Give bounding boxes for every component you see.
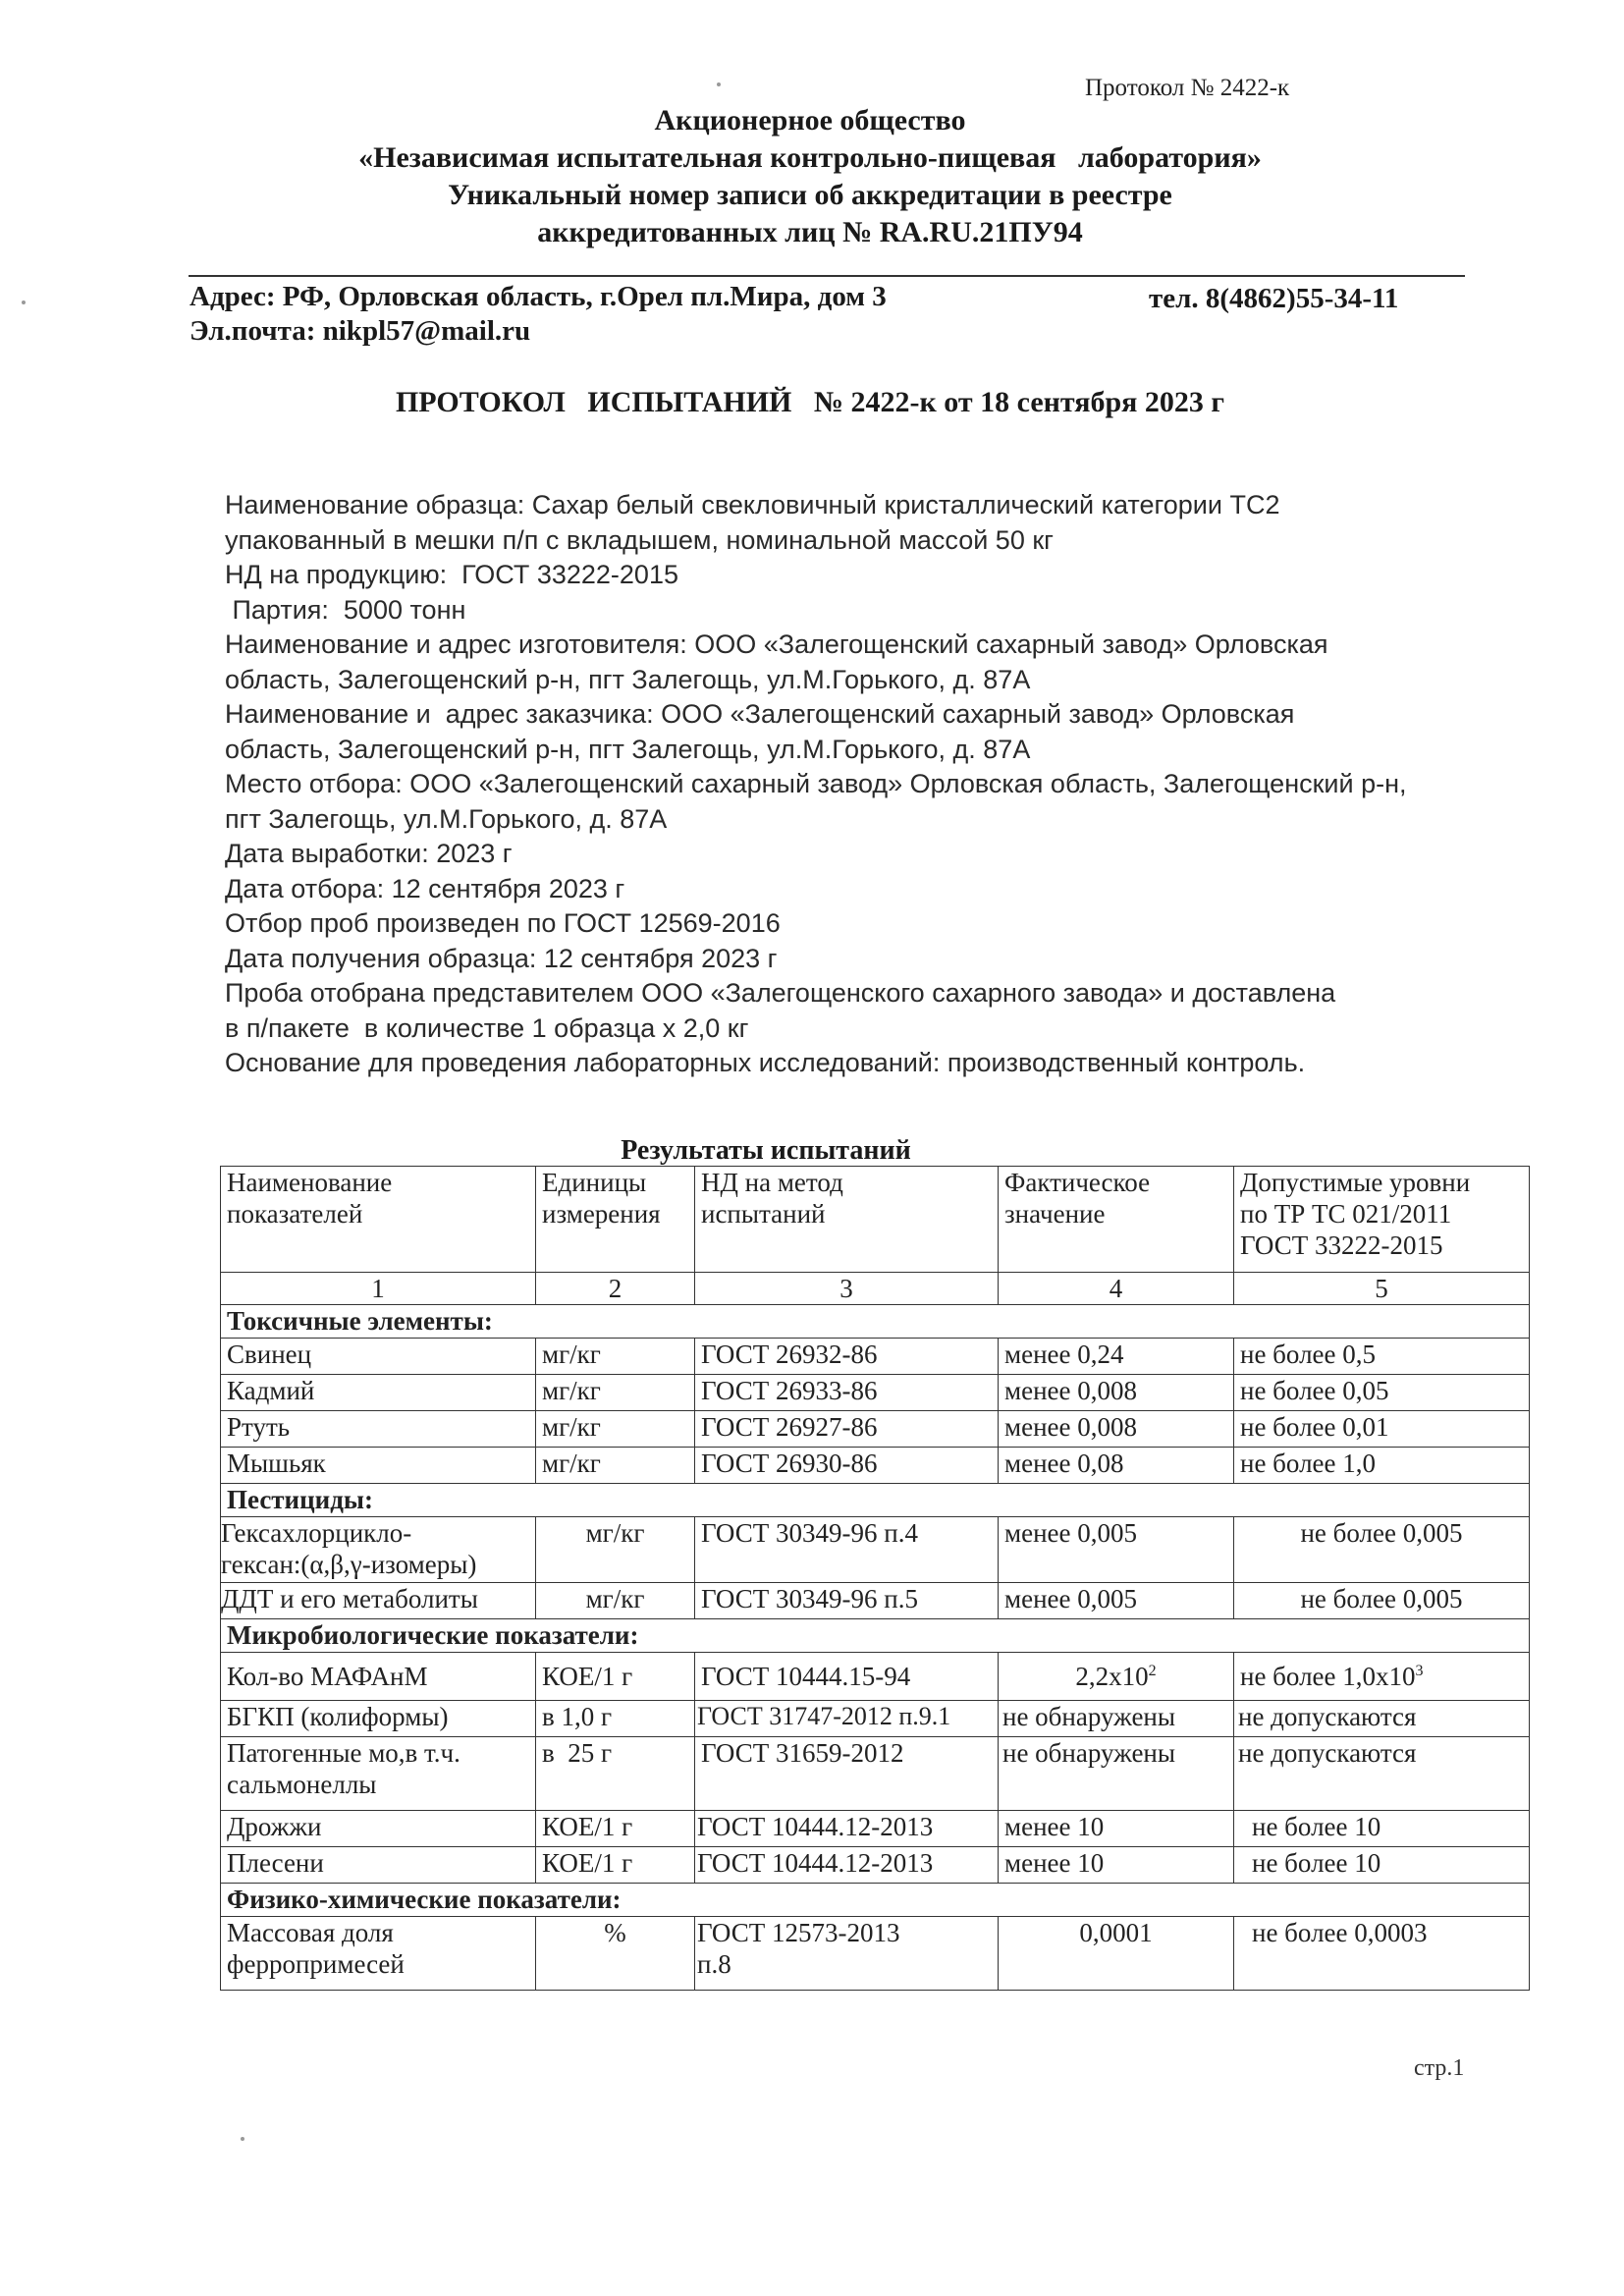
info-line: Наименование образца: Сахар белый свекловичный кристаллический категории ТС2 [225, 490, 1280, 519]
info-line: Дата получения образца: 12 сентября 2023 г [225, 943, 778, 973]
table-row: Гексахлорцикло- гексан:(α,β,γ-изомеры) мг/кг ГОСТ 30349-96 п.4 менее 0,005 не более 0,005 [221, 1517, 1530, 1583]
results-title: Результаты испытаний [621, 1135, 911, 1166]
column-number: 3 [695, 1273, 999, 1305]
table-row: Мышьяк мг/кг ГОСТ 26930-86 менее 0,08 не более 1,0 [221, 1448, 1530, 1484]
table-row: Кол-во МАФАнМ КОЕ/1 г ГОСТ 10444.15-94 $2,2х10^2$ не более $1,0х10^3$ [221, 1653, 1530, 1701]
info-line: пгт Залегощь, ул.М.Горького, д. 87А [225, 803, 668, 834]
section-title: Токсичные элементы: [221, 1305, 1530, 1339]
org-line: Акционерное общество [654, 104, 966, 137]
info-line: НД на продукцию: ГОСТ 33222-2015 [225, 560, 678, 589]
info-line: упакованный в мешки п/п с вкладышем, номинальной массой 50 кг [225, 524, 1055, 555]
header-divider [189, 275, 1465, 277]
column-number-row [221, 1273, 1530, 1305]
info-line: Партия: 5000 тонн [225, 594, 466, 625]
header-cell: НД на метод испытаний [695, 1167, 999, 1273]
section-row [221, 1619, 1530, 1653]
info-line: область, Залегощенский р-н, пгт Залегощь, ул.М.Горького, д. 87А [225, 664, 1031, 694]
table-row: Дрожжи КОЕ/1 г ГОСТ 10444.12-2013 менее 10 не более 10 [221, 1811, 1530, 1847]
org-line: «Независимая испытательная контрольно-пищевая лаборатория» [358, 141, 1262, 174]
section-row [221, 1884, 1530, 1917]
scan-speck [22, 301, 26, 304]
section-row [221, 1484, 1530, 1517]
info-line: Основание для проведения лабораторных исследований: производственный контроль. [225, 1048, 1306, 1077]
table-row: Патогенные мо,в т.ч. сальмонеллы в 25 г ГОСТ 31659-2012 не обнаружены не допускаются [221, 1737, 1530, 1811]
column-number: 5 [1234, 1273, 1530, 1305]
document-title: ПРОТОКОЛ ИСПЫТАНИЙ № 2422-к от 18 сентября 2023 г [395, 386, 1225, 418]
info-line: Наименование и адрес заказчика: ООО «Залегощенский сахарный завод» Орловская [225, 699, 1295, 729]
info-line: в п/пакете в количестве 1 образца х 2,0 кг [225, 1012, 749, 1043]
table-row: ДДТ и его метаболиты мг/кг ГОСТ 30349-96 п.5 менее 0,005 не более 0,005 [221, 1583, 1530, 1619]
section-title: Микробиологические показатели: [221, 1619, 1530, 1653]
info-line: Проба отобрана представителем ООО «Залегощенского сахарного завода» и доставлена [225, 978, 1336, 1008]
table-row: БГКП (колиформы) в 1,0 г ГОСТ 31747-2012 п.9.1 не обнаружены не допускаются [221, 1701, 1530, 1737]
info-line: Дата выработки: 2023 г [225, 839, 513, 868]
header-cell: Единицы измерения [536, 1167, 695, 1273]
info-line: область, Залегощенский р-н, пгт Залегощь, ул.М.Горького, д. 87А [225, 734, 1031, 764]
scan-speck [717, 82, 721, 86]
protocol-ref: Протокол № 2422-к [1085, 75, 1290, 101]
info-line: Дата отбора: 12 сентября 2023 г [225, 873, 625, 903]
section-row [221, 1305, 1530, 1339]
results-table [220, 1166, 1530, 1991]
header-cell: Наименование показателей [221, 1167, 536, 1273]
page-number: стр.1 [1414, 2055, 1465, 2081]
info-line: Место отбора: ООО «Залегощенский сахарный завод» Орловская область, Залегощенский р-н, [225, 769, 1407, 798]
table-row: Ртуть мг/кг ГОСТ 26927-86 менее 0,008 не более 0,01 [221, 1411, 1530, 1448]
table-row: Кадмий мг/кг ГОСТ 26933-86 менее 0,008 не более 0,05 [221, 1375, 1530, 1411]
section-title: Пестициды: [221, 1484, 1530, 1517]
header-cell: Допустимые уровни по ТР ТС 021/2011 ГОСТ 33222-2015 [1234, 1167, 1530, 1273]
table-row: Массовая доля ферропримесей % ГОСТ 12573-2013 п.8 0,0001 не более 0,0003 [221, 1917, 1530, 1991]
phone: тел. 8(4862)55-34-11 [1149, 283, 1399, 314]
scan-speck [241, 2137, 244, 2141]
section-title: Физико-химические показатели: [221, 1884, 1530, 1917]
sample-info [225, 488, 1407, 1081]
header-cell: Фактическое значение [999, 1167, 1234, 1273]
table-header-row [221, 1167, 1530, 1273]
org-line: аккредитованных лиц № RA.RU.21ПУ94 [537, 216, 1083, 248]
address: Адрес: РФ, Орловская область, г.Орел пл.Мира, дом 3 [189, 281, 887, 312]
email: Эл.почта: nikpl57@mail.ru [189, 315, 531, 347]
organization-header [187, 102, 1434, 251]
table-row: Плесени КОЕ/1 г ГОСТ 10444.12-2013 менее 10 не более 10 [221, 1847, 1530, 1884]
column-number: 4 [999, 1273, 1234, 1305]
table-row: Свинец мг/кг ГОСТ 26932-86 менее 0,24 не более 0,5 [221, 1339, 1530, 1375]
column-number: 1 [221, 1273, 536, 1305]
column-number: 2 [536, 1273, 695, 1305]
info-line: Отбор проб произведен по ГОСТ 12569-2016 [225, 908, 781, 938]
info-line: Наименование и адрес изготовителя: ООО «Залегощенский сахарный завод» Орловская [225, 629, 1328, 659]
org-line: Уникальный номер записи об аккредитации в реестре [448, 179, 1172, 211]
